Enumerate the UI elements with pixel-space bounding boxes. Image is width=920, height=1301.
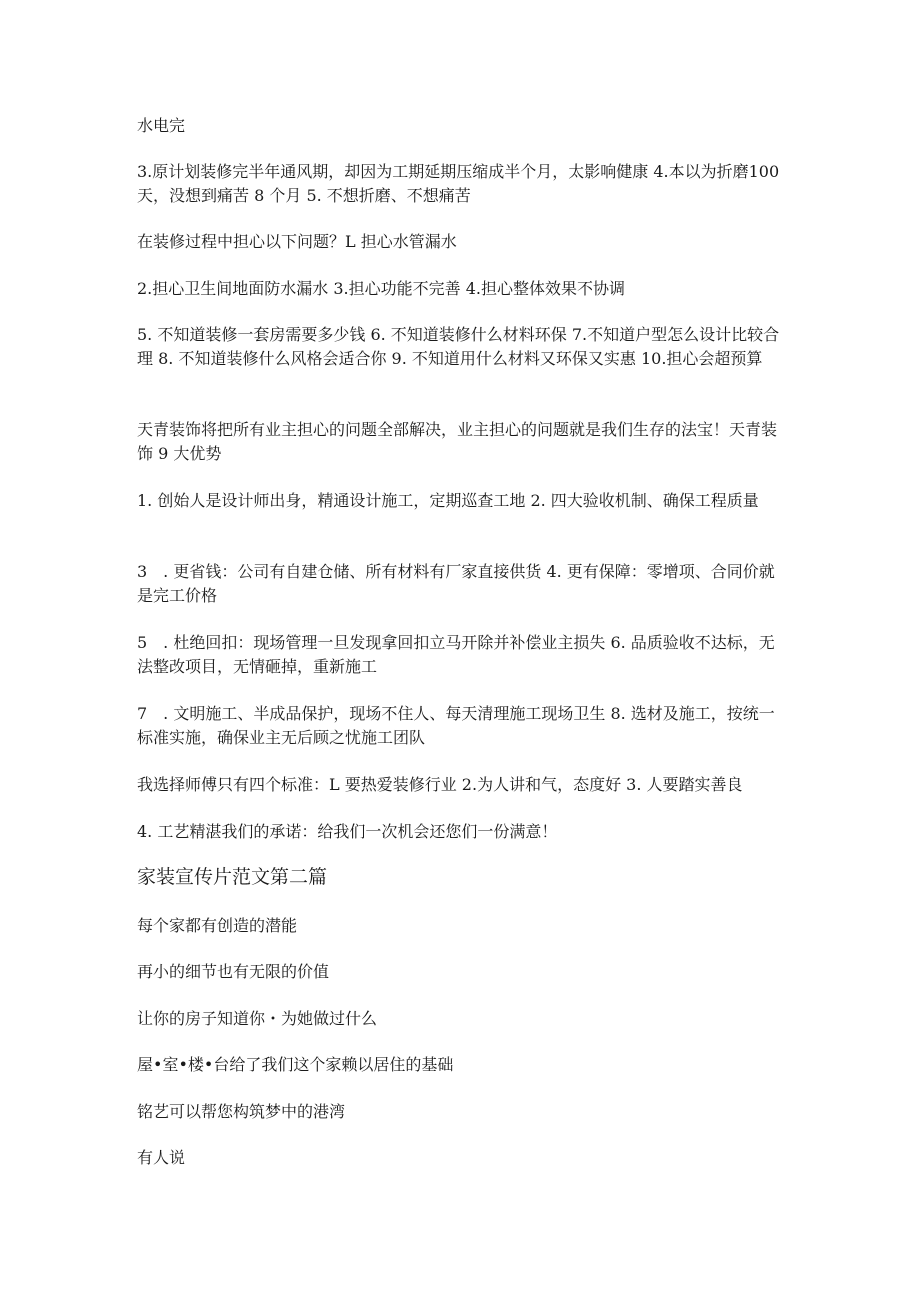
paragraph-7: 1. 创始人是设计师出身，精通设计施工，定期巡查工地 2. 四大验收机制、确保工程质量 xyxy=(137,491,759,510)
paragraph-3: 在装修过程中担心以下问题？L 担心水管漏水 xyxy=(137,232,457,251)
section-paragraph-2: 再小的细节也有无限的价值 xyxy=(137,962,330,981)
paragraph-2: 3.原计划装修完半年通风期，却因为工期延期压缩成半个月，太影响健康 4.本以为折磨100 天，没想到痛苦 8 个月 5. 不想折磨、不想痛苦 xyxy=(137,162,780,205)
section-heading: 家装宣传片范文第二篇 xyxy=(137,866,328,888)
paragraph-5: 5. 不知道装修一套房需要多少钱 6. 不知道装修什么材料环保 7.不知道户型怎么设计比较合理 8. 不知道装修什么风格会适合你 9. 不知道用什么材料又环保又实惠 10.担心会超预算 xyxy=(137,325,780,368)
section-paragraph-6: 有人说 xyxy=(137,1148,186,1167)
paragraph-8: 3 . 更省钱：公司有自建仓储、所有材料有厂家直接供货 4. 更有保障：零增项、合同价就是完工价格 xyxy=(137,562,775,605)
paragraph-4: 2.担心卫生间地面防水漏水 3.担心功能不完善 4.担心整体效果不协调 xyxy=(137,279,625,298)
paragraph-6: 天青装饰将把所有业主担心的问题全部解决，业主担心的问题就是我们生存的法宝！天青装饰 9 大优势 xyxy=(137,420,778,463)
section-paragraph-5: 铭艺可以帮您构筑梦中的港湾 xyxy=(137,1102,346,1121)
paragraph-11: 我选择师傅只有四个标准：L 要热爱装修行业 2.为人讲和气，态度好 3. 人要踏实善良 xyxy=(137,775,743,794)
section-paragraph-3: 让你的房子知道你・为她做过什么 xyxy=(137,1009,378,1028)
paragraph-9: 5 . 杜绝回扣：现场管理一旦发现拿回扣立马开除并补偿业主损失 6. 品质验收不达标，无法整改项目，无情砸掉，重新施工 xyxy=(137,633,775,676)
paragraph-12: 4. 工艺精湛我们的承诺：给我们一次机会还您们一份满意！ xyxy=(137,822,558,841)
section-paragraph-1: 每个家都有创造的潜能 xyxy=(137,916,298,935)
paragraph-10: 7 . 文明施工、半成品保护，现场不住人、每天清理施工现场卫生 8. 选材及施工，按统一标准实施，确保业主无后顾之忧施工团队 xyxy=(137,704,775,747)
paragraph-1: 水电完 xyxy=(137,116,186,135)
section-paragraph-4: 屋•室•楼•台给了我们这个家赖以居住的基础 xyxy=(137,1055,454,1074)
